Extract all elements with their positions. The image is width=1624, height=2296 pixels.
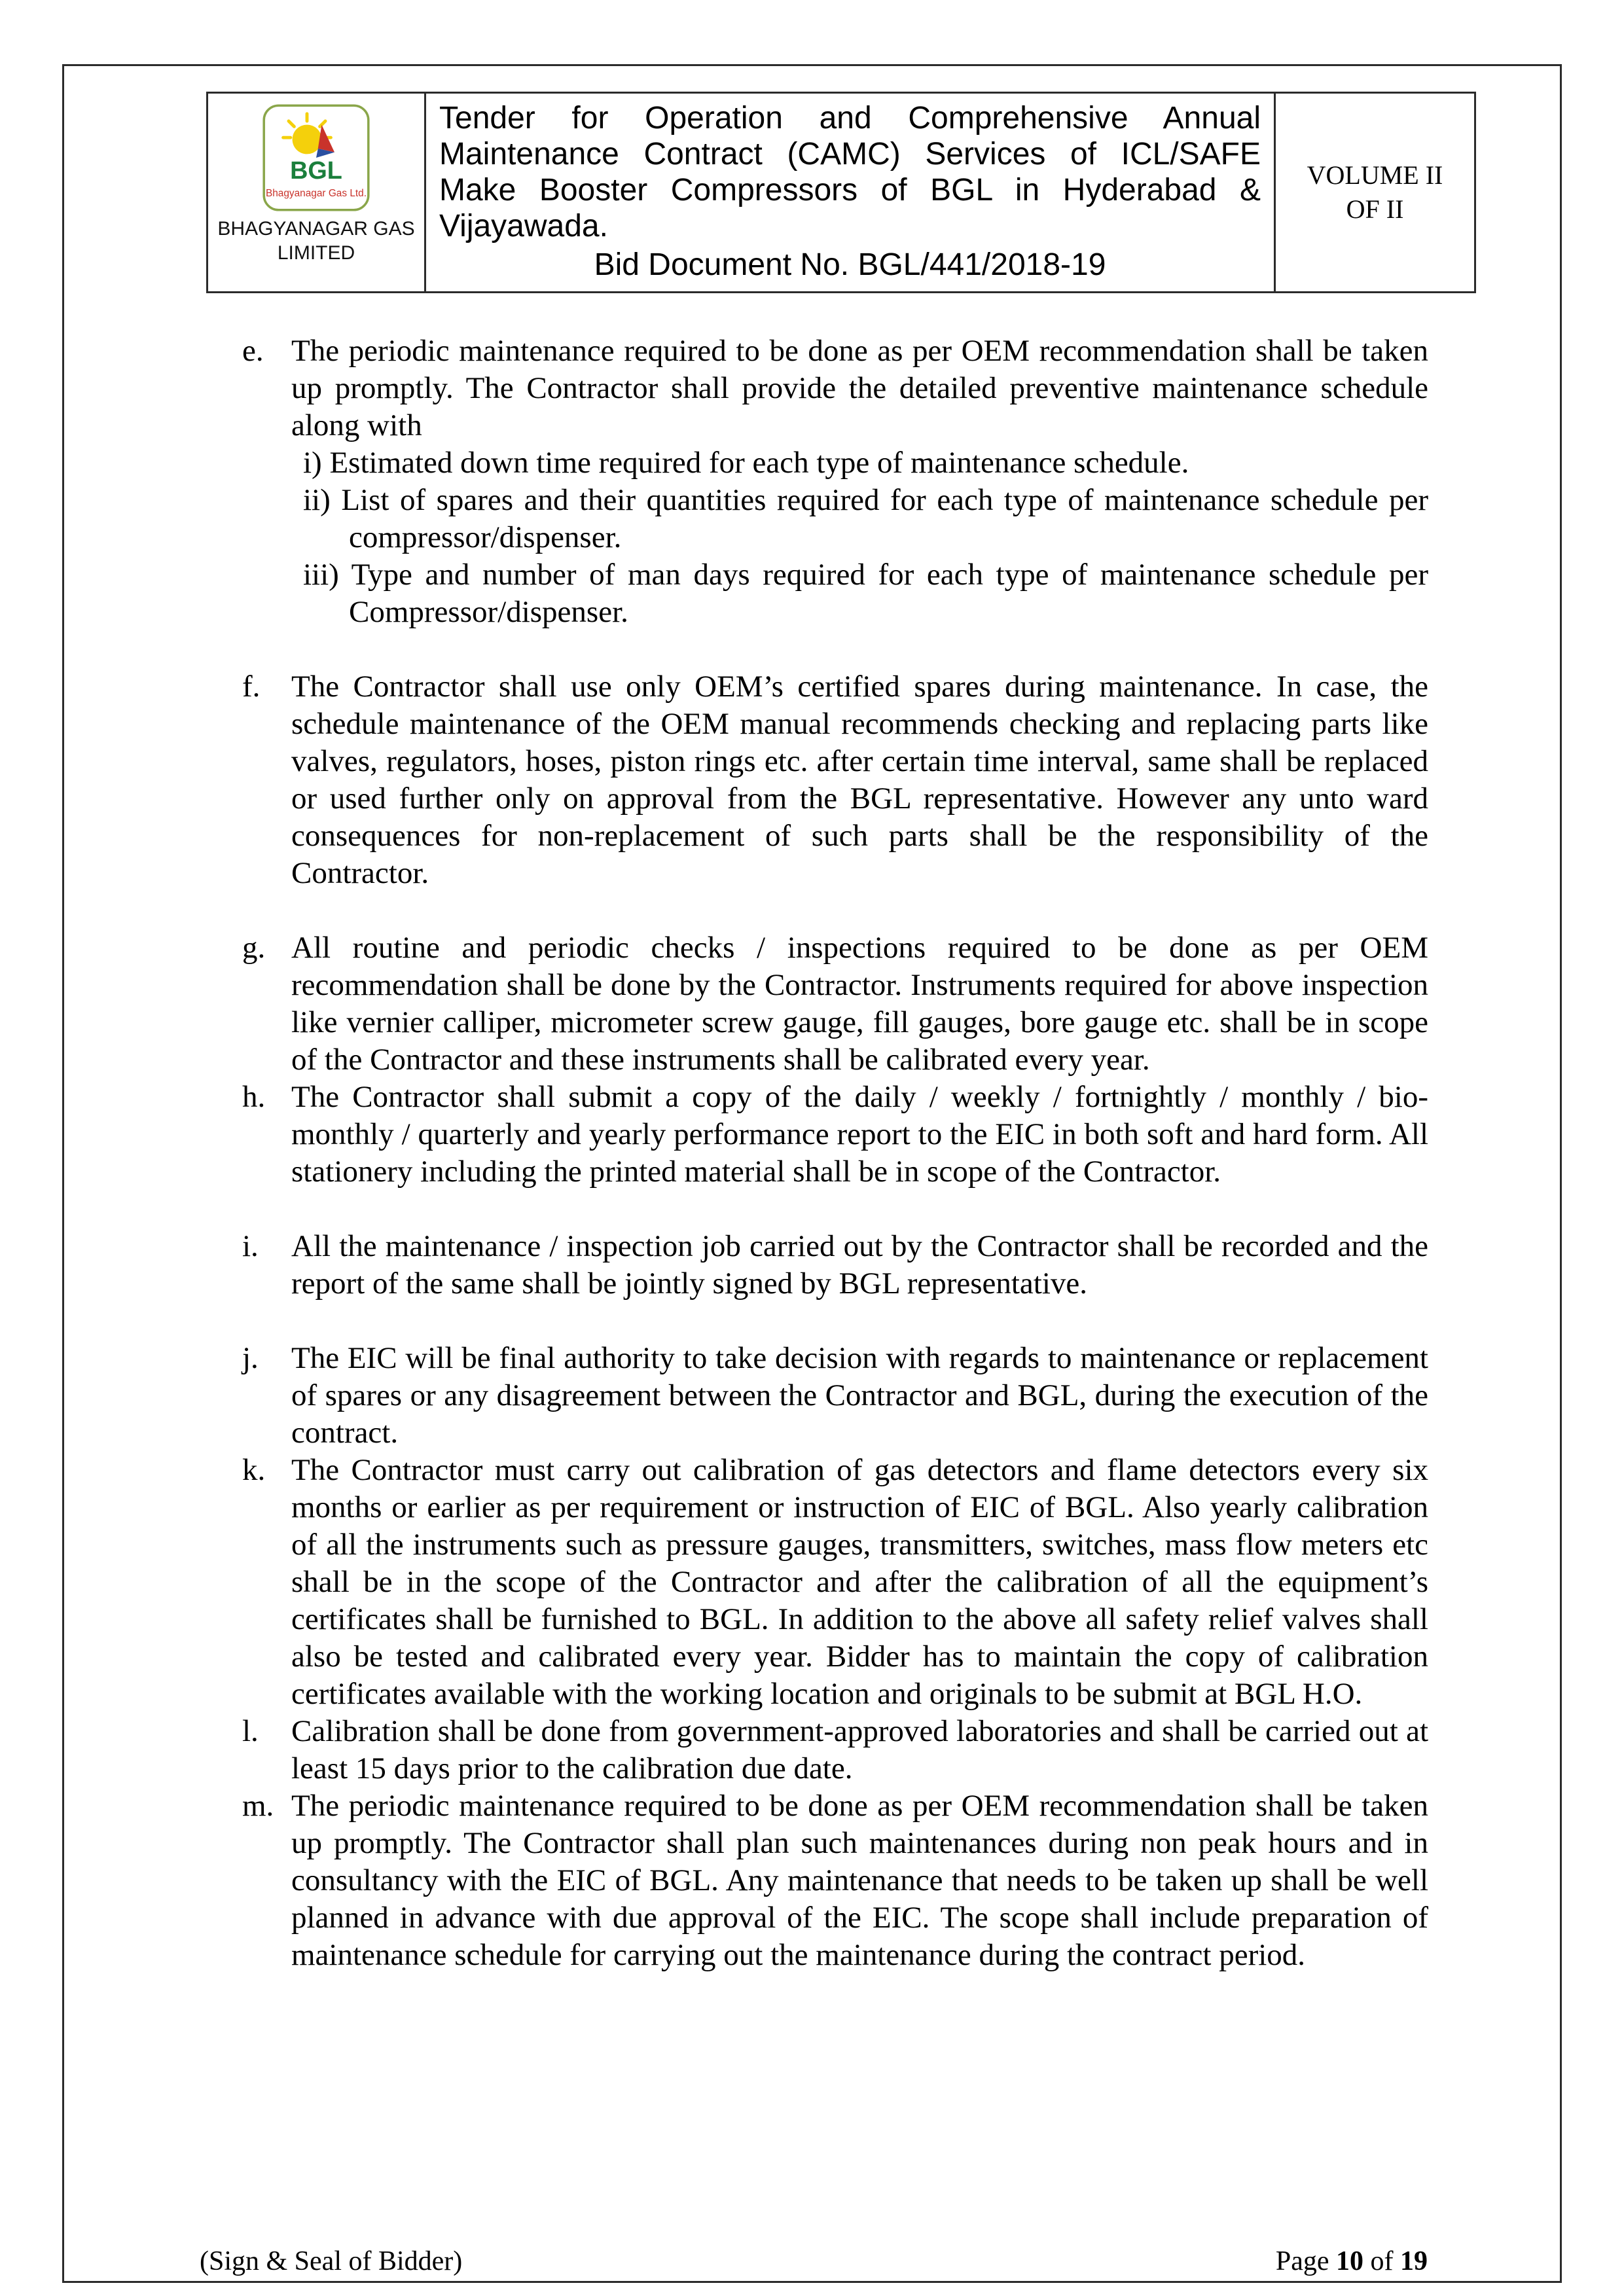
page-label: Page — [1275, 2246, 1329, 2276]
item-text: The Contractor must carry out calibration of gas detectors and flame detectors every six months or earlier as per requirement or instruction of EIC of BGL. Also yearly calibration of all the instruments such as pressure gauges, transmitters, switches, mass flow meters etc shall be in the scope of the Contractor and after the calibration of all the equipment’s certificates shall be furnished to BGL. In addition to the above all safety relief valves shall also be tested and calibrated every year. Bidder has to maintain the copy of calibration certificates available with the working location and originals to be submit at BGL H.O. — [291, 1453, 1428, 1711]
list-item-k — [242, 1452, 1428, 1713]
bgl-logo-icon — [261, 103, 371, 213]
logo-abbr-text: BGL — [290, 157, 342, 185]
tender-title: Tender for Operation and Comprehensive Annual Maintenance Contract (CAMC) Services of ICL/SAFE Make Booster Compressors of BGL in Hyderabad & Vijayawada. — [439, 101, 1261, 243]
sub-item-iii — [303, 556, 1428, 631]
list-item-l — [242, 1713, 1428, 1787]
list-item-e — [242, 332, 1428, 631]
list-item-m — [242, 1787, 1428, 1974]
sign-seal-text: (Sign & Seal of Bidder) — [200, 2246, 463, 2276]
page-indicator — [1276, 2245, 1428, 2278]
item-body — [291, 332, 1428, 631]
item-label: i. — [242, 1229, 259, 1263]
sub-item-text: Type and number of man days required for each type of maintenance schedule per Compressor/dispenser. — [349, 558, 1429, 629]
sub-item-label: iii) — [303, 558, 339, 592]
item-text: The Contractor shall use only OEM’s certified spares during maintenance. In case, the schedule maintenance of the OEM manual recommends checking and replacing parts like valves, regulators, hoses, piston rings etc. after certain time interval, same shall be replaced or used further only on approval from the BGL representative. However any unto ward consequences for non-replacement of such parts shall be the responsibility of the Contractor. — [291, 670, 1428, 890]
list-item-g — [242, 929, 1428, 1079]
sub-item-i — [303, 444, 1428, 482]
volume-line-2: OF II — [1346, 194, 1404, 224]
item-label: j. — [242, 1341, 259, 1375]
sub-item-text: List of spares and their quantities required for each type of maintenance schedule per compressor/dispenser. — [341, 483, 1429, 554]
volume-cell — [1274, 94, 1474, 291]
page-footer — [200, 2245, 1428, 2278]
item-label: l. — [242, 1714, 259, 1748]
sub-item-label: ii) — [303, 483, 331, 517]
volume-line-1: VOLUME II — [1307, 160, 1443, 190]
header-table — [206, 92, 1476, 293]
item-label: h. — [242, 1080, 266, 1114]
page-number: 10 — [1336, 2246, 1363, 2276]
sub-item-ii — [303, 482, 1428, 556]
item-text: All routine and periodic checks / inspections required to be done as per OEM recommendation shall be done by the Contractor. Instruments required for above inspection like vernier calliper, micrometer screw gauge, fill gauges, bore gauge etc. shall be in scope of the Contractor and these instruments shall be calibrated every year. — [291, 931, 1428, 1077]
list-item-f — [242, 668, 1428, 892]
of-label: of — [1370, 2246, 1394, 2276]
item-text: The Contractor shall submit a copy of the daily / weekly / fortnightly / monthly / bio-monthly / quarterly and yearly performance report to the EIC in both soft and hard form. All stationery including the printed material shall be in scope of the Contractor. — [291, 1080, 1428, 1189]
list-item-i — [242, 1228, 1428, 1302]
item-label: e. — [242, 334, 264, 368]
header-title-cell — [426, 94, 1274, 291]
sun-shape — [293, 125, 322, 154]
item-label: k. — [242, 1453, 266, 1487]
item-label: f. — [242, 670, 261, 704]
org-name: BHAGYANAGAR GAS LIMITED — [217, 218, 415, 264]
logo-small-text: Bhagyanagar Gas Ltd. — [265, 187, 367, 199]
item-text: Calibration shall be done from government-approved laboratories and shall be carried out at least 15 days prior to the calibration due date. — [291, 1714, 1428, 1785]
list-item-h — [242, 1079, 1428, 1191]
item-label: g. — [242, 931, 266, 965]
sub-item-label: i) — [303, 446, 322, 480]
bid-document-number: Bid Document No. BGL/441/2018-19 — [594, 247, 1106, 282]
item-text: The periodic maintenance required to be done as per OEM recommendation shall be taken up promptly. The Contractor shall plan such maintenances during non peak hours and in consultancy with the EIC of BGL. Any maintenance that needs to be taken up shall be well planned in advance with due approval of the EIC. The scope shall include preparation of maintenance schedule for carrying out the maintenance during the contract period. — [291, 1789, 1428, 1972]
item-text: The EIC will be final authority to take decision with regards to maintenance or replacement of spares or any disagreement between the Contractor and BGL, during the execution of the contract. — [291, 1341, 1428, 1450]
page-total: 19 — [1400, 2246, 1428, 2276]
item-label: m. — [242, 1789, 274, 1823]
item-text: All the maintenance / inspection job carried out by the Contractor shall be recorded and the report of the same shall be jointly signed by BGL representative. — [291, 1229, 1428, 1300]
header-logo-cell — [208, 94, 426, 291]
document-body — [242, 332, 1428, 1974]
item-text: The periodic maintenance required to be done as per OEM recommendation shall be taken up promptly. The Contractor shall provide the detailed preventive maintenance schedule along with — [291, 334, 1428, 442]
list-item-j — [242, 1340, 1428, 1452]
sub-item-text: Estimated down time required for each type of maintenance schedule. — [329, 446, 1189, 480]
